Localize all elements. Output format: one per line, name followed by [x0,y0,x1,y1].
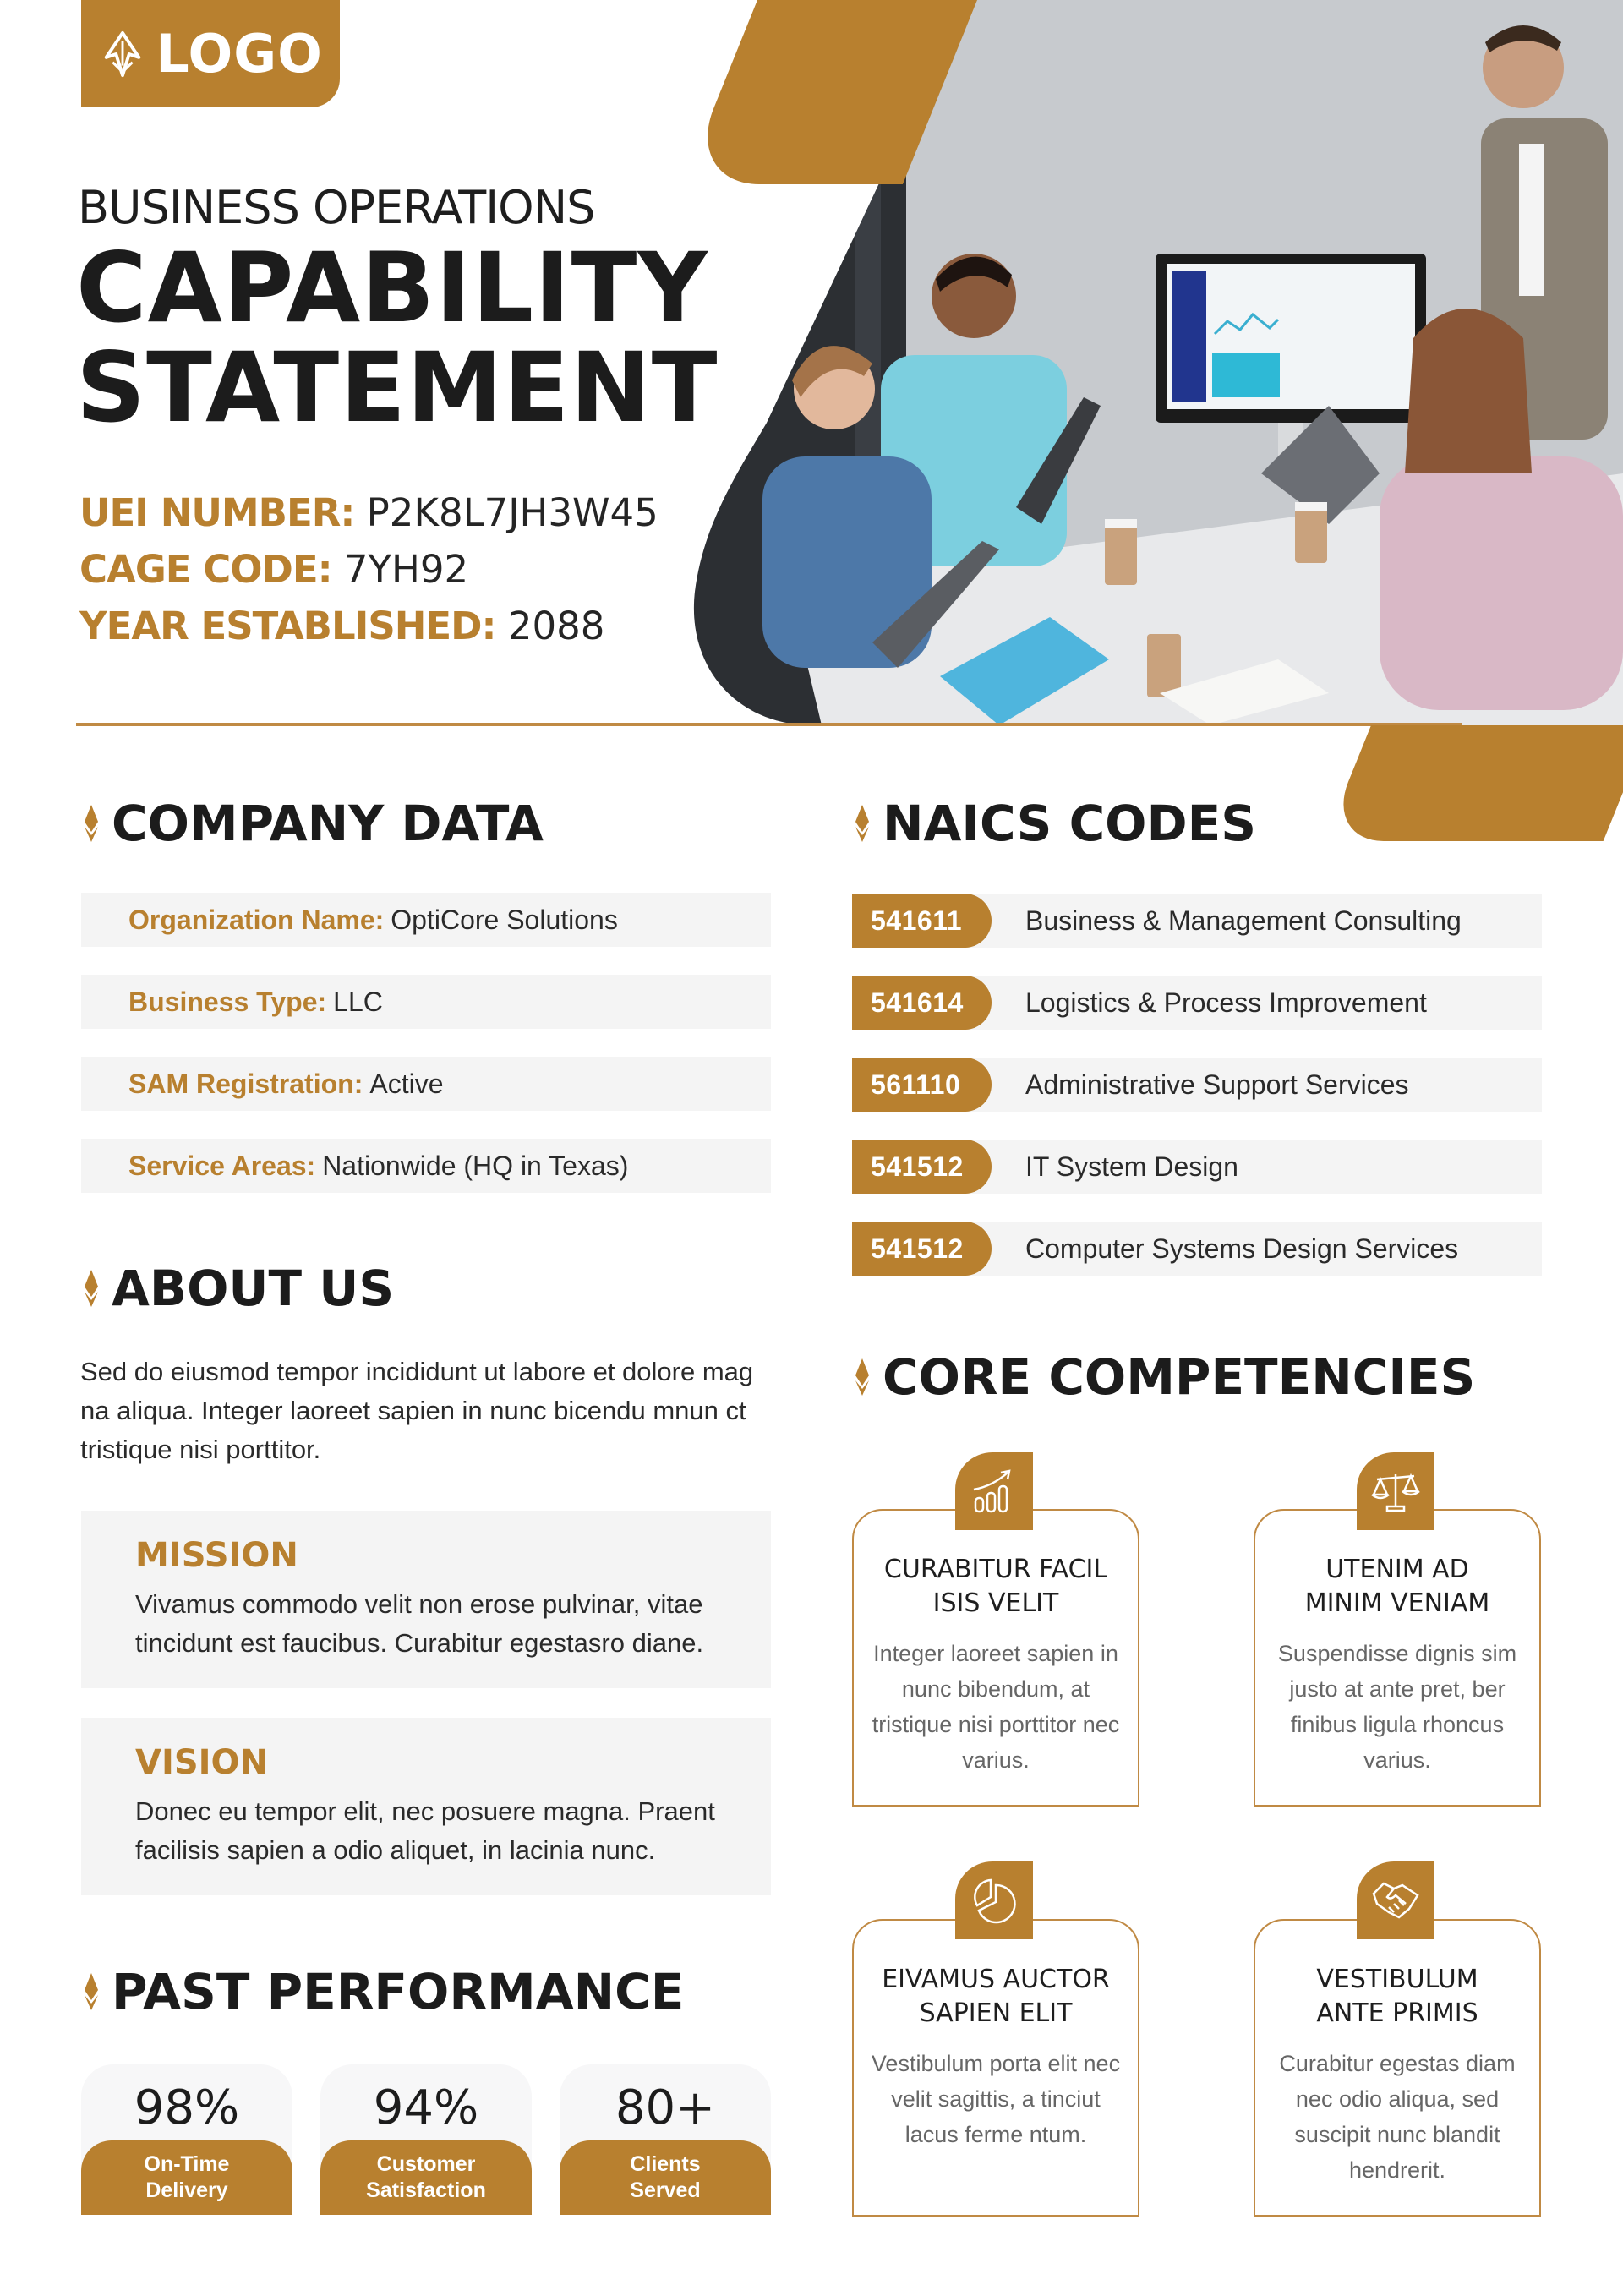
row-value: Active [369,1068,444,1099]
competency-card [852,1919,1139,2217]
competency-card [852,1509,1139,1807]
growth-chart-icon [967,1464,1021,1518]
section-leaf-icon [852,1357,872,1397]
about-text: Sed do eiusmod tempor incididunt ut labore et dolore mag na aliqua. Integer laoreet sapien in nunc bicendu mnun ct tristique nisi porttitor. [80,1357,754,1464]
naics-row [852,1222,1542,1276]
company-data-row [81,975,771,1029]
competency-title: UTENIM AD MINIM VENIAM [1304,1555,1490,1618]
competency-text: Vestibulum porta elit nec velit sagittis, a tinciut lacus ferme ntum. [871,2051,1121,2147]
section-leaf-icon [81,803,101,844]
company-data-row [81,893,771,947]
title-line-2: STATEMENT [76,331,719,444]
mission-text: Vivamus commodo velit non erose pulvinar, vitae tincidunt est faucibus. Curabitur egestasro diane. [135,1589,704,1658]
competency-icon-tab [955,1452,1033,1530]
about-title: ABOUT US [112,1260,395,1317]
section-leaf-icon [81,1971,101,2012]
naics-code-badge: 541614 [852,976,992,1030]
mission-title: MISSION [135,1536,298,1575]
core-competencies-heading [852,1348,1475,1406]
naics-description: Business & Management Consulting [1025,905,1462,936]
vision-title: VISION [135,1743,269,1782]
balance-scale-icon [1369,1464,1423,1518]
stat-value: 94% [373,2080,479,2135]
row-label: Organization Name: [128,904,385,935]
year-value: 2088 [507,604,605,648]
competency-text: Integer laoreet sapien in nunc bibendum, at tristique nisi porttitor nec varius. [872,1641,1120,1773]
uei-value: P2K8L7JH3W45 [366,490,658,535]
company-data-heading [81,795,544,852]
stat-label [81,2140,292,2215]
diamond-arrow-logo-icon [98,30,147,79]
stat-label-line: Delivery [145,2178,228,2202]
naics-description: Computer Systems Design Services [1025,1233,1459,1264]
stat-label-line: On-Time [144,2152,230,2176]
competency-icon-tab [1357,1452,1434,1530]
stat-label-line: Served [630,2178,701,2202]
naics-row [852,1140,1542,1194]
naics-description: Administrative Support Services [1025,1069,1409,1100]
stat-card [320,2064,532,2215]
mission-box [81,1511,771,1688]
logo-text: LOGO [156,23,323,85]
core-competencies-title: CORE COMPETENCIES [883,1348,1476,1406]
row-label: Business Type: [128,986,327,1017]
uei-label: UEI NUMBER: [79,490,355,535]
handshake-icon [1369,1873,1423,1927]
row-value: Nationwide (HQ in Texas) [322,1150,629,1181]
stat-label-line: Clients [630,2152,701,2176]
section-leaf-icon [81,1268,101,1309]
competency-card [1254,1509,1541,1807]
competency-title: EIVAMUS AUCTOR SAPIEN ELIT [882,1965,1110,2028]
row-value: LLC [333,986,383,1017]
row-label: SAM Registration: [128,1068,363,1099]
accent-shape-bottom [1325,725,1623,841]
competency-text: Curabitur egestas diam nec odio aliqua, sed suscipit nunc blandit hendrerit. [1279,2051,1516,2183]
stat-value: 80+ [615,2080,716,2135]
company-data-row [81,1139,771,1193]
company-data-title: COMPANY DATA [112,795,544,852]
stat-label-line: Customer [376,2152,476,2176]
row-value: OptiCore Solutions [391,904,618,935]
uei-number [79,490,658,535]
section-leaf-icon [852,803,872,844]
title-line-1: CAPABILITY [76,232,708,344]
cage-value: 7YH92 [343,547,469,592]
naics-code-badge: 541512 [852,1222,992,1276]
stat-label [560,2140,771,2215]
competency-title: VESTIBULUM ANTE PRIMIS [1316,1965,1478,2028]
vision-box [81,1718,771,1895]
past-performance-heading [81,1963,684,2020]
logo [81,0,340,107]
naics-description: Logistics & Process Improvement [1025,987,1427,1018]
naics-title: NAICS CODES [883,795,1257,852]
cage-label: CAGE CODE: [79,547,332,592]
competency-title: CURABITUR FACIL ISIS VELIT [883,1555,1108,1618]
row-label: Service Areas: [128,1150,316,1181]
naics-heading [852,795,1256,852]
past-performance-title: PAST PERFORMANCE [112,1963,685,2020]
pre-title: BUSINESS OPERATIONS [78,181,595,234]
stat-value: 98% [134,2080,240,2135]
stat-card [560,2064,771,2215]
stat-label-line: Satisfaction [366,2178,486,2202]
header-divider [76,723,1462,726]
stat-label [320,2140,532,2215]
pie-chart-icon [967,1873,1021,1927]
competency-icon-tab [955,1861,1033,1939]
vision-text: Donec eu tempor elit, nec posuere magna. Praent facilisis sapien a odio aliquet, in lacinia nunc. [135,1796,715,1865]
year-established [79,604,604,648]
naics-code-badge: 561110 [852,1058,992,1112]
naics-row [852,894,1542,948]
naics-code-badge: 541512 [852,1140,992,1194]
naics-code-badge: 541611 [852,894,992,948]
naics-row [852,1058,1542,1112]
cage-code [79,547,468,592]
about-heading [81,1260,394,1317]
year-label: YEAR ESTABLISHED: [79,604,496,648]
competency-text: Suspendisse dignis sim justo at ante pret, ber finibus ligula rhoncus varius. [1277,1641,1517,1773]
stat-card [81,2064,292,2215]
naics-description: IT System Design [1025,1151,1238,1182]
competency-card [1254,1919,1541,2217]
company-data-row [81,1057,771,1111]
competency-icon-tab [1357,1861,1434,1939]
page-title [76,232,719,444]
naics-row [852,976,1542,1030]
